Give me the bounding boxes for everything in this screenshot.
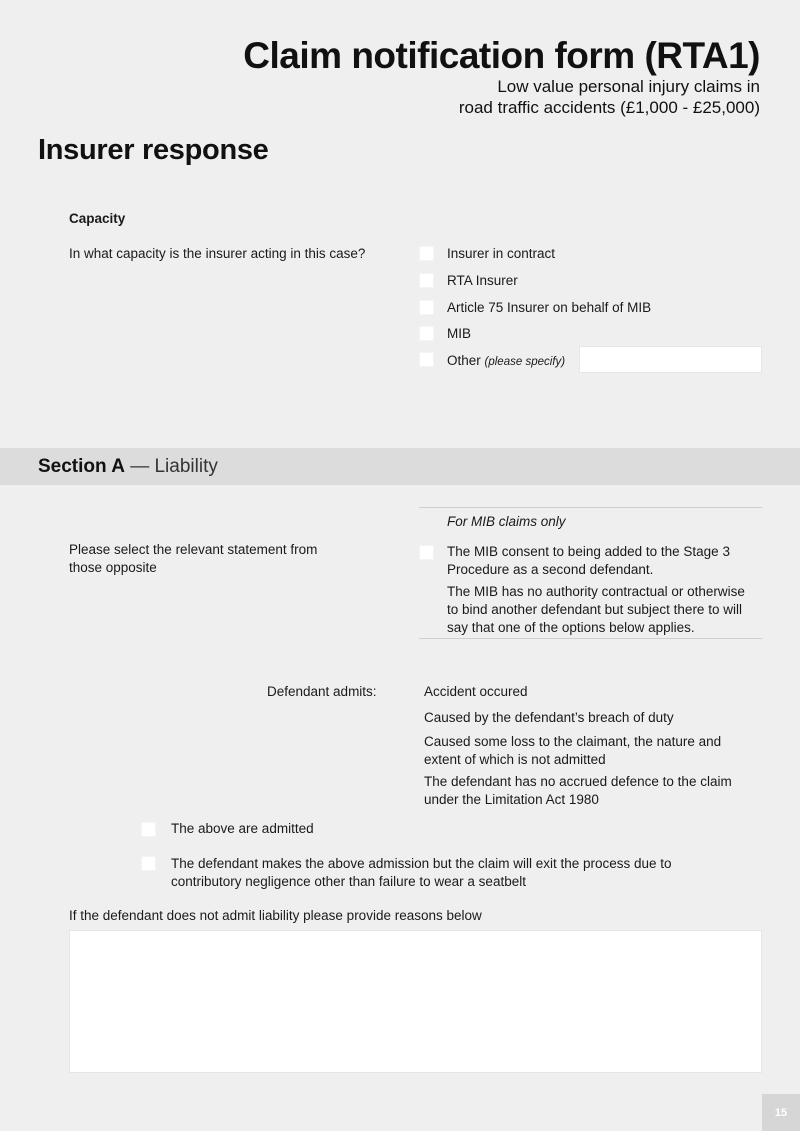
other-label [447,352,565,371]
mib-note-text: For MIB claims only [447,514,566,529]
insurer-in-contract-checkbox[interactable] [419,246,434,261]
defendant-admits-label: Defendant admits: [267,684,377,699]
admit-loss-line-2: extent of which is not admitted [424,752,606,767]
mib-no-authority-text [447,583,745,637]
select-prompt-line-1: Please select the relevant statement from [69,542,318,557]
article-75-insurer-label: Article 75 Insurer on behalf of MIB [447,300,652,315]
section-a-band [0,448,800,485]
contributory-negligence-line-1: The defendant makes the above admission but the claim will exit the process due to [171,856,672,871]
rta-insurer-checkbox[interactable] [419,273,434,288]
section-a-title-bold: Section A [38,456,125,477]
form-title: Claim notification form (RTA1) [243,35,760,76]
other-specify-field[interactable] [579,346,762,373]
contributory-negligence-checkbox[interactable] [141,856,156,871]
contributory-negligence-label [171,855,672,891]
mib-consent-text [447,543,730,579]
capacity-label: Capacity [69,211,126,226]
mib-checkbox[interactable] [419,326,434,341]
admit-no-defence [424,773,732,809]
article-75-insurer-checkbox[interactable] [419,300,434,315]
subtitle-line-2: road traffic accidents (£1,000 - £25,000) [458,98,760,117]
above-admitted-label: The above are admitted [171,821,314,836]
mib-consent-line-1: The MIB consent to being added to the Stage 3 [447,544,730,559]
mib-no-authority-line-2: to bind another defendant but subject there to will [447,602,742,617]
subtitle-line-1: Low value personal injury claims in [497,77,760,96]
mib-no-authority-line-1: The MIB has no authority contractual or otherwise [447,584,745,599]
section-a-title-rest: — Liability [130,456,218,477]
select-prompt-line-2: those opposite [69,560,157,575]
above-admitted-checkbox[interactable] [141,822,156,837]
select-prompt [69,541,317,577]
admit-loss-line-1: Caused some loss to the claimant, the nature and [424,734,722,749]
reasons-textarea[interactable] [69,930,762,1073]
admit-accident: Accident occured [424,684,528,699]
mib-bottom-rule [419,638,762,639]
page-number: 15 [762,1094,800,1131]
admit-loss [424,733,721,769]
mib-consent-line-2: Procedure as a second defendant. [447,562,654,577]
mib-no-authority-line-3: say that one of the options below applies. [447,620,695,635]
insurer-in-contract-label: Insurer in contract [447,246,556,261]
section-a-title [38,455,218,478]
admit-breach: Caused by the defendant’s breach of duty [424,710,674,725]
contributory-negligence-line-2: contributory negligence other than failure to wear a seatbelt [171,874,526,889]
reasons-label: If the defendant does not admit liability please provide reasons below [69,908,482,923]
admit-no-defence-line-1: The defendant has no accrued defence to the claim [424,774,732,789]
other-checkbox[interactable] [419,352,434,367]
form-subtitle [459,76,760,118]
admit-no-defence-line-2: under the Limitation Act 1980 [424,792,599,807]
mib-label: MIB [447,326,472,341]
other-label-text: Other [447,353,481,368]
mib-consent-checkbox[interactable] [419,545,434,560]
mib-top-rule [419,507,762,508]
rta-insurer-label: RTA Insurer [447,273,518,288]
other-label-note: (please specify) [484,356,566,368]
insurer-response-heading: Insurer response [38,134,269,166]
mib-note [447,513,566,531]
capacity-question: In what capacity is the insurer acting in this case? [69,246,366,261]
